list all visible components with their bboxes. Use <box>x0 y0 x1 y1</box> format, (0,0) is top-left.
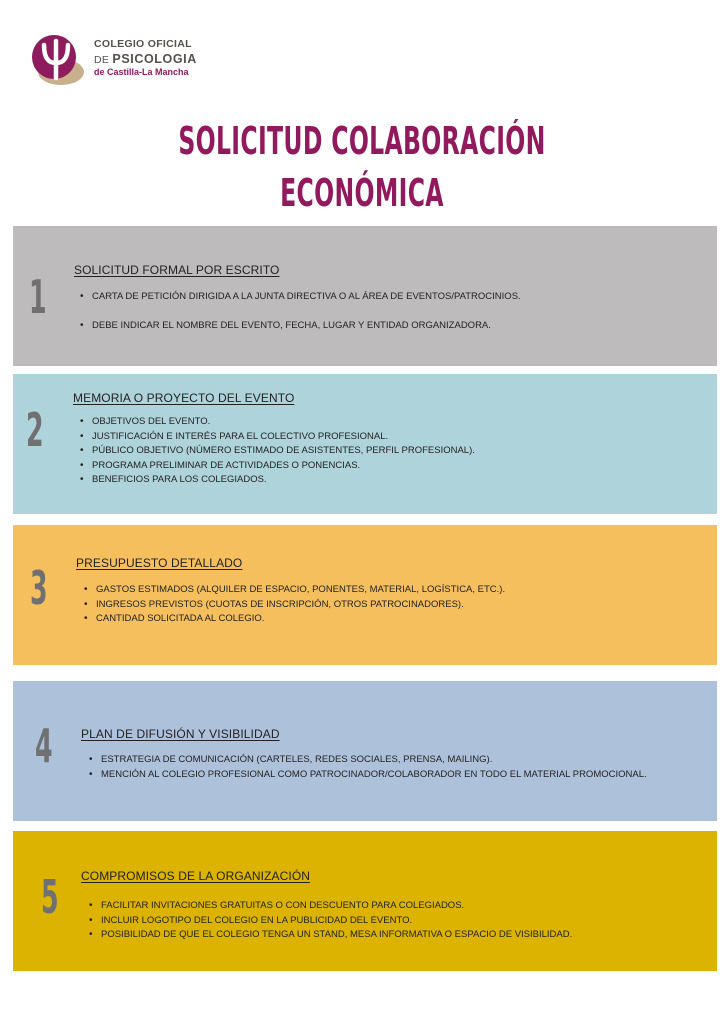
section-items <box>80 290 521 333</box>
list-item: • OBJETIVOS DEL EVENTO. <box>80 415 475 430</box>
list-item: • POSIBILIDAD DE QUE EL COLEGIO TENGA UN STAND, MESA INFORMATIVA O ESPACIO DE VISIBILIDAD. <box>89 928 572 943</box>
list-item: • PROGRAMA PRELIMINAR DE ACTIVIDADES O PONENCIAS. <box>80 459 475 474</box>
list-item: • GASTOS ESTIMADOS (ALQUILER DE ESPACIO, PONENTES, MATERIAL, LOGÍSTICA, ETC.). <box>84 583 505 598</box>
logo-line2-prefix: DE <box>94 53 113 66</box>
section-items <box>89 899 572 943</box>
page-title-line1: SOLICITUD COLABORACIÓN ECONÓMICA <box>178 119 546 215</box>
section-number: 2 <box>26 403 44 457</box>
list-item: • JUSTIFICACIÓN E INTERÉS PARA EL COLECTIVO PROFESIONAL. <box>80 430 475 445</box>
logo-line2 <box>94 53 197 66</box>
section-title: COMPROMISOS DE LA ORGANIZACIÓN <box>81 869 311 883</box>
list-item: • INCLUIR LOGOTIPO DEL COLEGIO EN LA PUBLICIDAD DEL EVENTO. <box>89 914 572 929</box>
list-item: • INGRESOS PREVISTOS (CUOTAS DE INSCRIPCIÓN, OTROS PATROCINADORES). <box>84 598 505 613</box>
list-item: • DEBE INDICAR EL NOMBRE DEL EVENTO, FECHA, LUGAR Y ENTIDAD ORGANIZADORA. <box>80 319 521 334</box>
section-title: MEMORIA O PROYECTO DEL EVENTO <box>73 391 295 405</box>
list-item: • BENEFICIOS PARA LOS COLEGIADOS. <box>80 473 475 488</box>
list-item: • CANTIDAD SOLICITADA AL COLEGIO. <box>84 612 505 627</box>
section-items <box>89 753 647 782</box>
section-title: SOLICITUD FORMAL POR ESCRITO <box>74 263 280 277</box>
section-number: 1 <box>29 270 47 324</box>
logo-line2-main: PSICOLOGIA <box>112 51 197 66</box>
section-number: 4 <box>35 719 53 773</box>
section-4 <box>13 681 717 821</box>
logo <box>30 32 230 88</box>
section-title: PRESUPUESTO DETALLADO <box>76 556 243 570</box>
list-item: • ESTRATEGIA DE COMUNICACIÓN (CARTELES, REDES SOCIALES, PRENSA, MAILING). <box>89 753 647 768</box>
section-title: PLAN DE DIFUSIÓN Y VISIBILIDAD <box>81 727 280 741</box>
section-3 <box>13 525 717 665</box>
section-number: 3 <box>30 561 48 615</box>
list-item: • FACILITAR INVITACIONES GRATUITAS O CON DESCUENTO PARA COLEGIADOS. <box>89 899 572 914</box>
section-2 <box>13 374 717 514</box>
logo-line3: de Castilla-La Mancha <box>94 67 189 77</box>
section-5 <box>13 831 717 971</box>
logo-line1: COLEGIO OFICIAL <box>94 38 192 50</box>
section-number: 5 <box>41 870 59 924</box>
list-item: • PÚBLICO OBJETIVO (NÚMERO ESTIMADO DE ASISTENTES, PERFIL PROFESIONAL). <box>80 444 475 459</box>
section-items <box>80 415 475 488</box>
psi-logo-icon <box>30 32 86 88</box>
section-items <box>84 583 505 627</box>
section-1 <box>13 226 717 366</box>
list-item: • MENCIÓN AL COLEGIO PROFESIONAL COMO PATROCINADOR/COLABORADOR EN TODO EL MATERIAL PROMOCIONAL. <box>89 768 647 783</box>
list-item: • CARTA DE PETICIÓN DIRIGIDA A LA JUNTA DIRECTIVA O AL ÁREA DE EVENTOS/PATROCINIOS. <box>80 290 521 305</box>
